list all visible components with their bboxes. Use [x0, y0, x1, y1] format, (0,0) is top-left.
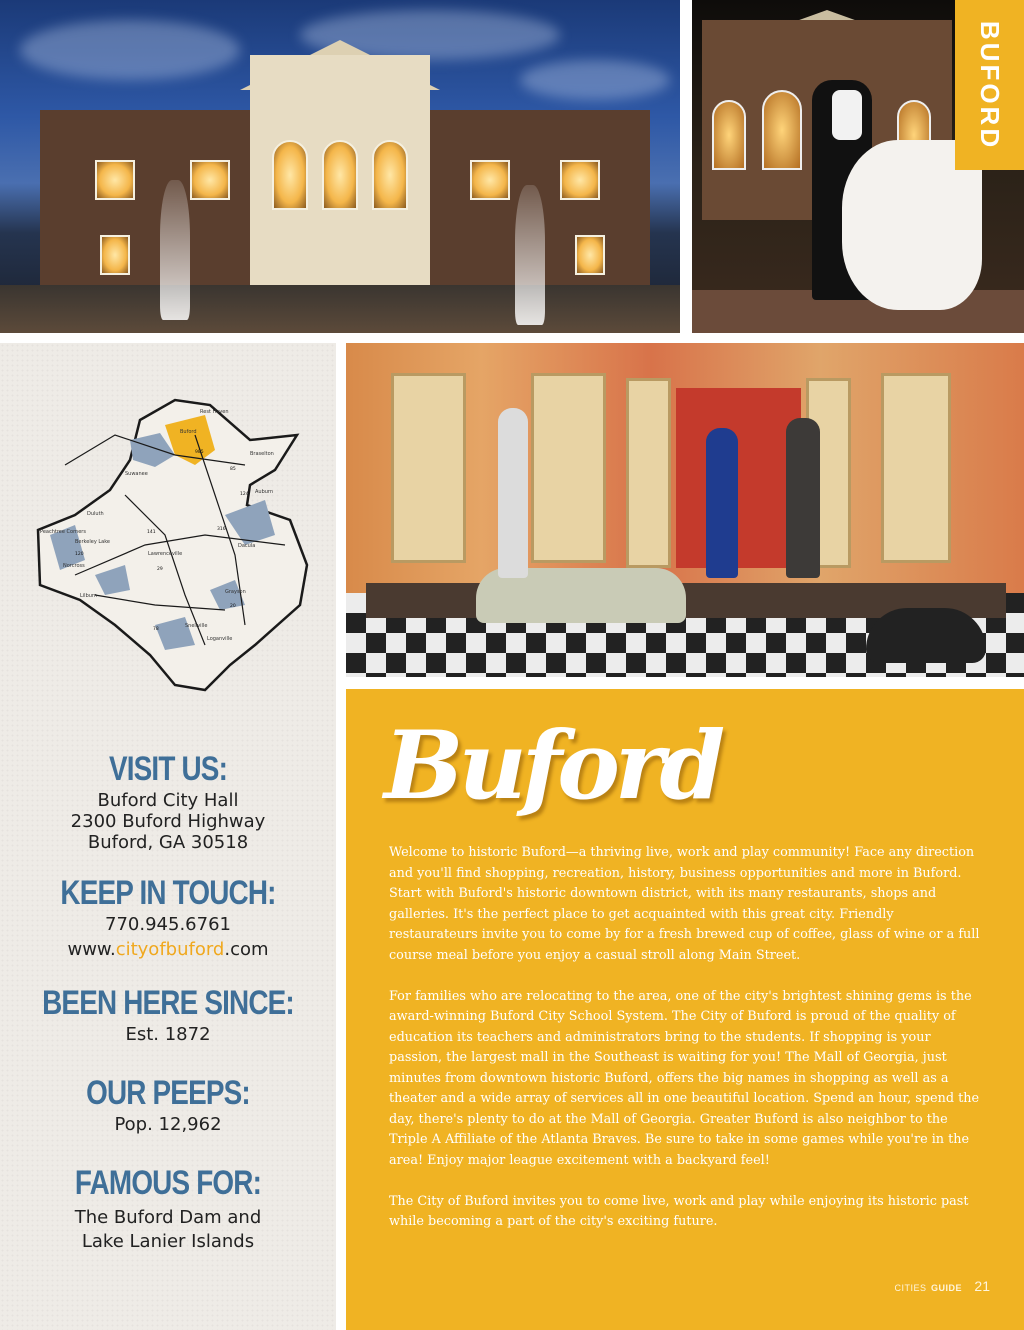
page-folio	[870, 1278, 990, 1296]
visit-section	[0, 752, 336, 853]
famous-line: The Buford Dam and	[74, 1206, 262, 1228]
map-label: Snellville	[185, 623, 208, 629]
map-label: Buford	[180, 429, 197, 435]
peeps-heading: OUR PEEPS:	[86, 1074, 250, 1112]
route-shield: 29	[157, 567, 163, 572]
route-shield: 20	[230, 604, 236, 609]
map-label: Berkeley Lake	[75, 539, 111, 545]
map-label: Auburn	[255, 489, 274, 495]
county-map	[35, 395, 320, 695]
since-heading: BEEN HERE SINCE:	[42, 984, 294, 1022]
famous-section	[0, 1166, 336, 1254]
route-shield: 120	[75, 552, 84, 557]
famous-line: Lake Lanier Islands	[81, 1230, 255, 1252]
famous-heading: FAMOUS FOR:	[74, 1164, 262, 1202]
route-shield: 141	[147, 530, 156, 535]
map-label: Grayson	[225, 589, 246, 595]
page-number: 21	[974, 1278, 990, 1294]
article-body	[389, 843, 984, 1233]
city-name-tab-label: BUFORD	[975, 20, 1005, 150]
article-paragraph: The City of Buford invites you to come live, work and play while enjoying its historic past while becoming a part of the city's exciting future.	[389, 1193, 969, 1229]
map-label: Norcross	[63, 563, 85, 569]
population-section	[0, 1076, 336, 1135]
url-suffix: .com	[224, 938, 269, 960]
route-shield: 78	[153, 627, 159, 632]
visit-heading: VISIT US:	[108, 750, 228, 788]
theater-stage-photo	[346, 343, 1024, 677]
map-label: Braselton	[250, 451, 274, 457]
since-value: Est. 1872	[125, 1023, 211, 1045]
visit-line: Buford City Hall	[97, 789, 239, 811]
population-value: Pop. 12,962	[114, 1113, 222, 1135]
article-title: Buford	[384, 711, 721, 821]
map-label: Duluth	[87, 511, 104, 517]
route-shield: 85	[230, 467, 236, 472]
route-shield: 124	[240, 492, 249, 497]
map-label: Suwanee	[125, 471, 148, 477]
contact-section	[0, 876, 336, 960]
visit-line: Buford, GA 30518	[87, 831, 249, 853]
url-prefix: www.	[67, 938, 116, 960]
community-center-photo	[0, 0, 680, 333]
folio-publication-a: CITIES	[894, 1283, 927, 1293]
phone-number: 770.945.6761	[105, 913, 231, 935]
folio-publication-b: GUIDE	[930, 1283, 962, 1293]
article-paragraph: Welcome to historic Buford—a thriving live, work and play community! Face any direction and you'll find shopping, recreation, history, business opportunities and more in Buford. Start with Buford's historic downtown district, with its many restaurants, shops and galleries. It's the perfect place to get acquainted with this great city. Friendly restaurateurs invite you to come by for a fresh brewed cup of coffee, glass of wine or a full course meal before you enjoy a casual stroll along Main Street.	[389, 845, 980, 963]
route-shield: 985	[195, 450, 204, 455]
map-label: Loganville	[207, 636, 233, 642]
city-name-tab	[955, 0, 1024, 170]
article-paragraph: For families who are relocating to the area, one of the city's brightest shining gems is the award-winning Buford City School System. The City of Buford is proud of the quality of education its teachers and administrators bring to the students. If shopping is your passion, the largest mall in the Southeast is waiting for you! The Mall of Georgia, just minutes from downtown historic Buford, offers the big names in shopping as well as a theater and a wide array of services all in one beautiful location. Spend an hour, spend the day, there's plenty to do at the Mall of Georgia. Greater Buford is also neighbor to the Triple A Affiliate of the Atlanta Braves. Be sure to take in some games while you're in the area! Enjoy major league excitement with a backyard feel!	[389, 988, 980, 1168]
map-label: Peachtree Corners	[40, 529, 86, 535]
route-shield: 316	[217, 527, 226, 532]
map-label: Rest Haven	[200, 409, 229, 415]
website-link[interactable]	[0, 939, 336, 960]
url-accent: cityofbuford	[115, 938, 225, 960]
map-label: Lawrenceville	[148, 551, 183, 557]
map-label: Lilburn	[80, 593, 98, 599]
visit-line: 2300 Buford Highway	[70, 810, 266, 832]
since-section	[0, 986, 336, 1045]
keep-in-touch-heading: KEEP IN TOUCH:	[60, 874, 276, 912]
map-label: Dacula	[238, 543, 256, 549]
